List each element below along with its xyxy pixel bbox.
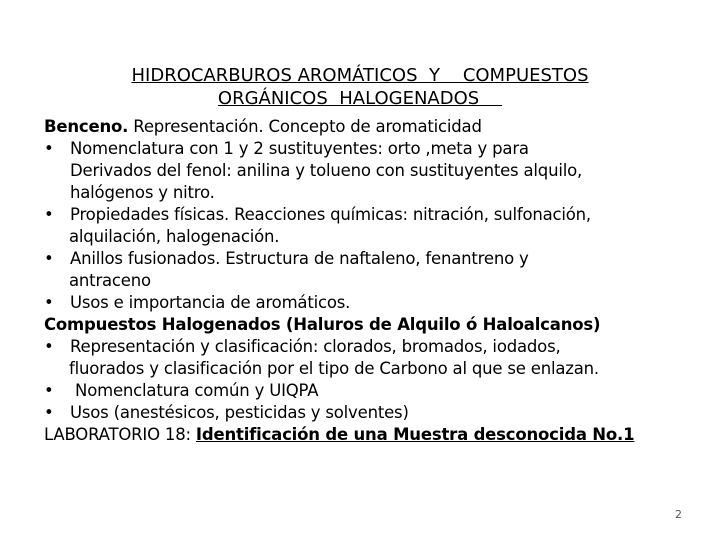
bullet-item — [44, 204, 710, 226]
bullet-icon: • — [44, 249, 54, 268]
slide-title — [0, 64, 720, 110]
bullet-text: Usos e importancia de aromáticos. — [70, 293, 351, 312]
bullet-continuation: alquilación, halogenación. — [69, 227, 280, 246]
lab-line — [44, 424, 710, 446]
lab-title: Identificación de una Muestra desconocida No.1 — [195, 425, 635, 444]
title-line-1: HIDROCARBUROS AROMÁTICOS Y COMPUESTOS — [131, 65, 589, 86]
section-halogenados-heading: Compuestos Halogenados (Haluros de Alquilo ó Haloalcanos) — [44, 315, 601, 334]
benceno-heading-text: Representación. Concepto de aromaticidad — [128, 117, 482, 136]
bullet-continuation: antraceno — [69, 271, 151, 290]
title-line-2: ORGÁNICOS HALOGENADOS — [217, 88, 503, 109]
bullet-text: Usos (anestésicos, pesticidas y solventes) — [70, 403, 409, 422]
bullet-text: Propiedades físicas. Reacciones químicas: nitración, sulfonación, — [70, 205, 591, 224]
benceno-label: Benceno. — [44, 117, 129, 136]
bullet-item — [44, 380, 710, 402]
bullet-icon: • — [44, 205, 54, 224]
bullet-item — [44, 402, 710, 424]
bullet-continuation: halógenos y nitro. — [70, 183, 215, 202]
lab-prefix: LABORATORIO 18: — [44, 425, 196, 444]
bullet-icon: • — [44, 337, 54, 356]
bullet-text: Anillos fusionados. Estructura de naftaleno, fenantreno y — [70, 249, 529, 268]
bullet-item — [44, 138, 710, 160]
page-number: 2 — [675, 508, 682, 521]
bullet-item — [44, 292, 710, 314]
bullet-continuation: Derivados del fenol: anilina y tolueno con sustituyentes alquilo, — [70, 161, 583, 180]
bullet-text: Nomenclatura con 1 y 2 sustituyentes: orto ,meta y para — [70, 139, 529, 158]
bullet-text: Representación y clasificación: clorados, bromados, iodados, — [70, 337, 561, 356]
bullet-item — [44, 336, 710, 358]
bullet-icon: • — [44, 381, 54, 400]
section-benceno-heading — [44, 116, 710, 138]
slide-body — [44, 116, 710, 446]
bullet-text: Nomenclatura común y UIQPA — [70, 381, 319, 400]
bullet-icon: • — [44, 293, 54, 312]
bullet-icon: • — [44, 403, 54, 422]
bullet-icon: • — [44, 139, 54, 158]
bullet-item — [44, 248, 710, 270]
bullet-continuation: fluorados y clasificación por el tipo de Carbono al que se enlazan. — [69, 359, 599, 378]
